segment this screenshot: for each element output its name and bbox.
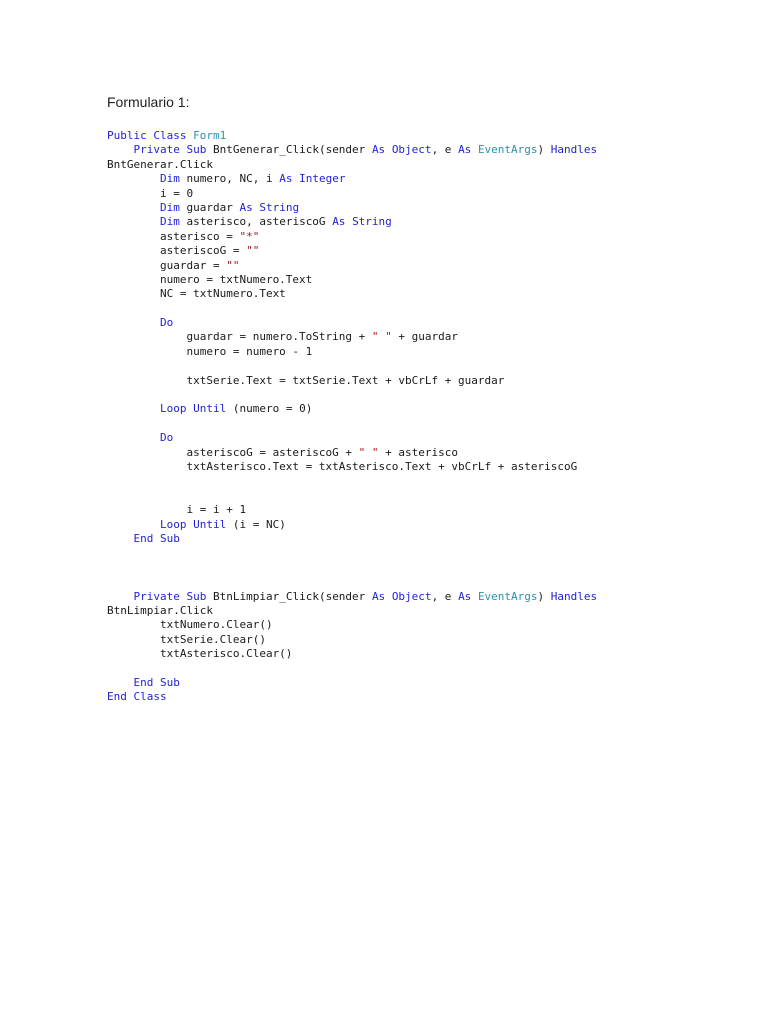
- keyword-token: Private: [133, 589, 180, 603]
- keyword-token: End: [133, 531, 154, 545]
- code-line: [107, 431, 747, 445]
- code-line: [107, 187, 747, 201]
- keyword-token: As: [239, 200, 253, 214]
- code-line: [107, 604, 747, 618]
- code-text: numero, NC, i: [179, 172, 280, 186]
- keyword-token: Sub: [186, 143, 207, 157]
- code-line: [107, 460, 747, 474]
- code-text: [107, 518, 160, 531]
- code-text: BntGenerar_Click(sender: [206, 143, 372, 157]
- code-line: [107, 446, 747, 460]
- blank-code-line: [107, 561, 747, 575]
- keyword-token: Sub: [160, 531, 180, 545]
- code-text: (i = NC): [226, 517, 286, 531]
- code-line: [107, 518, 747, 532]
- code-line: [107, 287, 747, 301]
- keyword-token: Handles: [550, 143, 598, 157]
- keyword-token: Integer: [299, 172, 346, 186]
- code-text: [127, 690, 134, 703]
- code-text: [107, 402, 160, 415]
- keyword-token: Class: [153, 129, 187, 142]
- code-text: [385, 590, 392, 603]
- keyword-token: String: [259, 200, 300, 214]
- code-text: txtNumero.Clear(): [107, 618, 273, 632]
- code-line: [107, 273, 747, 287]
- blank-code-line: [107, 575, 747, 589]
- keyword-token: Sub: [186, 589, 207, 603]
- blank-code-line: [107, 489, 747, 503]
- keyword-token: As: [458, 589, 472, 603]
- code-text: [107, 676, 134, 689]
- code-text: numero = numero - 1: [107, 344, 313, 358]
- code-line: [107, 618, 747, 632]
- string-token: "*": [239, 229, 260, 243]
- keyword-token: End: [133, 675, 154, 689]
- code-text: asterisco, asteriscoG: [179, 215, 333, 229]
- keyword-token: Object: [391, 589, 432, 603]
- code-line: [107, 532, 747, 546]
- code-line: [107, 259, 747, 273]
- keyword-token: Private: [133, 143, 180, 157]
- code-text: , e: [431, 143, 459, 157]
- code-text: [107, 172, 160, 185]
- code-text: ): [537, 143, 551, 157]
- keyword-token: End: [107, 690, 127, 704]
- code-line: [107, 244, 747, 258]
- code-text: i = i + 1: [107, 503, 247, 517]
- string-token: " ": [358, 445, 379, 459]
- code-text: [107, 532, 134, 545]
- type-token: EventArgs: [477, 143, 538, 157]
- keyword-token: Until: [193, 517, 227, 531]
- string-token: " ": [371, 330, 392, 344]
- code-text: txtSerie.Clear(): [107, 632, 266, 646]
- code-text: numero = txtNumero.Text: [107, 272, 313, 286]
- code-line: [107, 345, 747, 359]
- keyword-token: Dim: [159, 215, 180, 229]
- code-text: [107, 201, 160, 214]
- code-line: [107, 172, 747, 186]
- code-line: [107, 330, 747, 344]
- blank-code-line: [107, 474, 747, 488]
- code-line: [107, 230, 747, 244]
- keyword-token: Loop: [159, 402, 187, 416]
- code-text: BntGenerar.Click: [107, 157, 213, 171]
- blank-code-line: [107, 417, 747, 431]
- code-text: , e: [431, 589, 459, 603]
- blank-code-line: [107, 359, 747, 373]
- string-token: "": [246, 244, 260, 258]
- code-text: asterisco =: [107, 229, 240, 243]
- keyword-token: As: [371, 143, 386, 157]
- code-text: BtnLimpiar_Click(sender: [206, 589, 372, 603]
- keyword-token: Do: [159, 316, 174, 330]
- code-text: asteriscoG = asteriscoG +: [107, 445, 359, 459]
- keyword-token: String: [352, 215, 392, 229]
- keyword-token: Class: [133, 690, 167, 704]
- code-text: [107, 431, 160, 444]
- code-line: [107, 129, 747, 143]
- keyword-token: Sub: [160, 675, 180, 689]
- code-text: [107, 143, 134, 156]
- document-heading: Formulario 1:: [107, 94, 190, 110]
- code-line: [107, 676, 747, 690]
- code-block: [107, 129, 747, 705]
- keyword-token: Do: [159, 431, 174, 445]
- keyword-token: Dim: [159, 172, 180, 186]
- code-text: txtSerie.Text = txtSerie.Text + vbCrLf + guardar: [107, 373, 505, 387]
- type-token: Form1: [193, 129, 227, 142]
- blank-code-line: [107, 661, 747, 675]
- keyword-token: Object: [391, 143, 432, 157]
- code-line: [107, 647, 747, 661]
- blank-code-line: [107, 546, 747, 560]
- keyword-token: Public: [107, 129, 147, 142]
- code-line: [107, 215, 747, 229]
- code-text: [153, 676, 160, 689]
- code-text: txtAsterisco.Clear(): [107, 647, 293, 661]
- code-text: [471, 143, 478, 156]
- code-line: [107, 201, 747, 215]
- code-text: NC = txtNumero.Text: [107, 287, 286, 301]
- code-line: [107, 316, 747, 330]
- code-text: + guardar: [391, 330, 459, 344]
- string-token: "": [226, 258, 240, 272]
- code-text: [107, 316, 160, 329]
- keyword-token: Until: [193, 402, 227, 416]
- code-text: guardar = numero.ToString +: [107, 330, 372, 344]
- code-text: ): [537, 589, 551, 603]
- code-text: asteriscoG =: [107, 244, 247, 258]
- code-line: [107, 503, 747, 517]
- code-text: (numero = 0): [226, 402, 313, 416]
- code-text: [471, 590, 478, 603]
- code-text: BtnLimpiar.Click: [107, 603, 213, 617]
- code-text: [107, 590, 134, 603]
- keyword-token: As: [332, 215, 346, 229]
- code-text: guardar: [179, 200, 240, 214]
- code-line: [107, 690, 747, 704]
- code-text: [107, 215, 160, 228]
- code-line: [107, 633, 747, 647]
- code-text: guardar =: [107, 258, 227, 272]
- code-line: [107, 402, 747, 416]
- code-line: [107, 143, 747, 157]
- code-text: [153, 532, 160, 545]
- code-text: txtAsterisco.Text = txtAsterisco.Text + vbCrLf + asteriscoG: [107, 459, 578, 473]
- keyword-token: As: [458, 143, 472, 157]
- type-token: EventArgs: [477, 589, 538, 603]
- keyword-token: Loop: [159, 517, 187, 531]
- keyword-token: Dim: [159, 200, 180, 214]
- code-line: [107, 374, 747, 388]
- code-text: i = 0: [107, 186, 194, 200]
- code-line: [107, 158, 747, 172]
- blank-code-line: [107, 388, 747, 402]
- keyword-token: As: [371, 589, 386, 603]
- code-text: [385, 143, 392, 156]
- code-line: [107, 590, 747, 604]
- keyword-token: As: [279, 172, 293, 186]
- code-text: + asterisco: [378, 445, 459, 459]
- keyword-token: Handles: [550, 589, 598, 603]
- blank-code-line: [107, 302, 747, 316]
